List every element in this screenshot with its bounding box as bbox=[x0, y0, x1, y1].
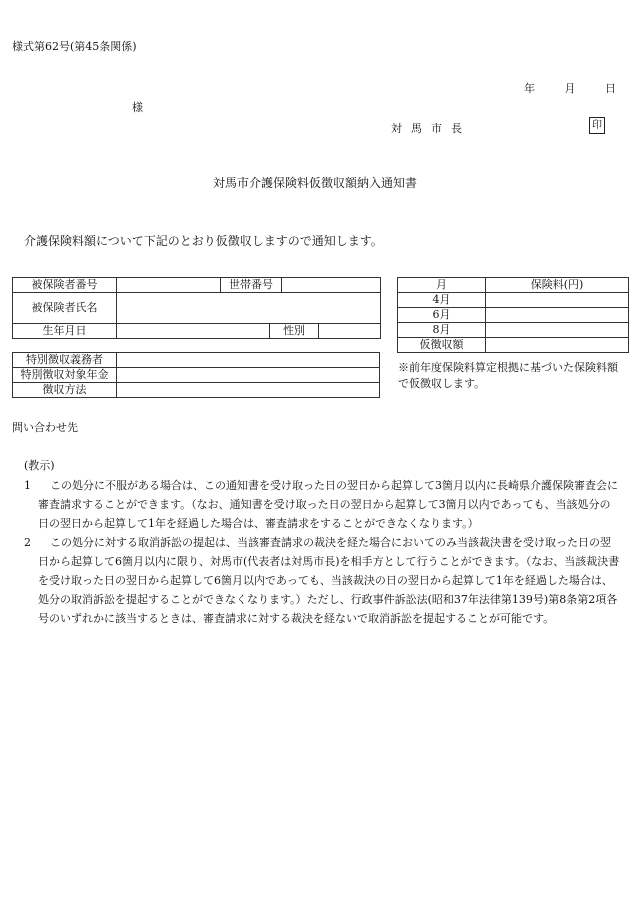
obligor-label: 特別徴収義務者 bbox=[13, 353, 117, 368]
premium-row-value bbox=[486, 293, 629, 308]
special-collection-table bbox=[12, 352, 380, 398]
pension-label: 特別徴収対象年金 bbox=[13, 368, 117, 383]
household-number-value bbox=[282, 278, 381, 293]
birthdate-label: 生年月日 bbox=[13, 324, 117, 339]
gender-label: 性別 bbox=[270, 324, 319, 339]
instruction-item-number: 2 bbox=[24, 536, 31, 549]
premium-row-value bbox=[486, 308, 629, 323]
date-year: 年 bbox=[524, 82, 535, 95]
instruction-item-text: この処分に対する取消訴訟の提起は、当該審査請求の裁決を経た場合においてのみ当該裁決書を受け取った日の翌日から起算して6箇月以内に限り、対馬市(代表者は対馬市長)を相手方として行うことができます。（なお、当該裁決書を受け取った日の翌日から起算して6箇月以内であっても、当該裁決の日の翌日から起算して1年を経過した場合は、処分の取消訴訟を提起することができなくなります。）ただし、行政事件訴訟法(昭和37年法律第139号)第8条第2項各号のいずれかに該当するときは、審査請求に対する裁決を経ないで取消訴訟を提起することが可能です。 bbox=[38, 536, 620, 625]
premium-table bbox=[397, 277, 629, 353]
pension-value bbox=[117, 368, 380, 383]
inquiry-label: 問い合わせ先 bbox=[12, 421, 78, 434]
birthdate-value bbox=[117, 324, 270, 339]
instruction-item-number: 1 bbox=[24, 479, 31, 492]
date-line bbox=[524, 80, 616, 96]
insured-number-label: 被保険者番号 bbox=[13, 278, 117, 293]
household-number-label: 世帯番号 bbox=[221, 278, 282, 293]
premium-row-label: 4月 bbox=[398, 293, 486, 308]
document-title: 対馬市介護保険料仮徴収額納入通知書 bbox=[212, 176, 417, 190]
insured-name-label: 被保険者氏名 bbox=[13, 293, 117, 324]
form-number: 様式第62号(第45条関係) bbox=[12, 40, 137, 53]
premium-row-label: 仮徴収額 bbox=[398, 338, 486, 353]
issuer-name: 対馬市長 bbox=[391, 122, 471, 135]
instruction-heading: (教示) bbox=[24, 459, 55, 472]
month-header: 月 bbox=[398, 278, 486, 293]
premium-note: ※前年度保険料算定根拠に基づいた保険料額で仮徴収します。 bbox=[398, 361, 618, 390]
instruction-item bbox=[24, 533, 620, 628]
premium-row-label: 6月 bbox=[398, 308, 486, 323]
insured-name-value bbox=[117, 293, 381, 324]
premium-row-value bbox=[486, 323, 629, 338]
addressee-suffix: 様 bbox=[132, 101, 143, 114]
seal-mark: 印 bbox=[589, 117, 605, 134]
method-value bbox=[117, 383, 380, 398]
obligor-value bbox=[117, 353, 380, 368]
method-label: 徴収方法 bbox=[13, 383, 117, 398]
premium-row-label: 8月 bbox=[398, 323, 486, 338]
intro-text: 介護保険料額について下記のとおり仮徴収しますので通知します。 bbox=[24, 234, 383, 248]
amount-header: 保険料(円) bbox=[486, 278, 629, 293]
instruction-item-text: この処分に不服がある場合は、この通知書を受け取った日の翌日から起算して3箇月以内に長崎県介護保険審査会に審査請求することができます。（なお、通知書を受け取った日の翌日から起算して3箇月以内であっても、当該処分の日の翌日から起算して1年を経過した場合は、審査請求をすることができなくなります。） bbox=[38, 479, 618, 530]
premium-row-value bbox=[486, 338, 629, 353]
date-month: 月 bbox=[564, 82, 576, 95]
date-day: 日 bbox=[605, 82, 616, 95]
gender-value bbox=[319, 324, 381, 339]
instruction-item bbox=[24, 476, 620, 533]
insured-info-table bbox=[12, 277, 381, 339]
insured-number-value bbox=[117, 278, 221, 293]
